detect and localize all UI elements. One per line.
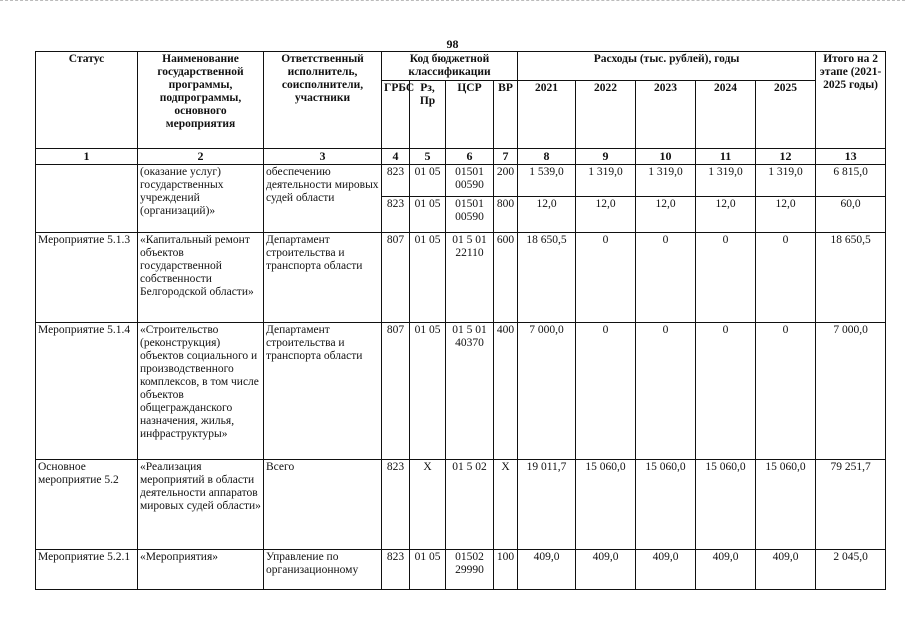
cell-grbs: 807 (382, 323, 410, 460)
table-row (36, 460, 886, 550)
cell-total: 6 815,0 (816, 165, 886, 197)
cell-total: 60,0 (816, 197, 886, 233)
cell-2025: 1 319,0 (756, 165, 816, 197)
header-2023: 2023 (636, 81, 696, 149)
cell-csr: 01 5 02 (446, 460, 494, 550)
table-row (36, 550, 886, 590)
col-number: 1 (36, 149, 138, 165)
cell-2025: 0 (756, 233, 816, 323)
row-status (36, 165, 138, 233)
scan-top-edge (0, 0, 905, 4)
cell-2025: 0 (756, 323, 816, 460)
cell-2022: 15 060,0 (576, 460, 636, 550)
header-code-group: Код бюджетной классификации (382, 52, 518, 81)
cell-2024: 1 319,0 (696, 165, 756, 197)
header-status: Статус (36, 52, 138, 149)
col-number: 3 (264, 149, 382, 165)
row-status: Мероприятие 5.1.3 (36, 233, 138, 323)
cell-rzpr: Х (410, 460, 446, 550)
cell-2022: 0 (576, 323, 636, 460)
cell-2022: 409,0 (576, 550, 636, 590)
page-number: 98 (446, 37, 459, 51)
col-number: 5 (410, 149, 446, 165)
cell-2024: 0 (696, 233, 756, 323)
cell-2024: 12,0 (696, 197, 756, 233)
header-2025: 2025 (756, 81, 816, 149)
cell-2021: 7 000,0 (518, 323, 576, 460)
col-number: 10 (636, 149, 696, 165)
cell-vr: 600 (494, 233, 518, 323)
row-status: Мероприятие 5.1.4 (36, 323, 138, 460)
cell-grbs: 823 (382, 460, 410, 550)
cell-2025: 15 060,0 (756, 460, 816, 550)
cell-csr: 01 5 01 22110 (446, 233, 494, 323)
cell-2023: 0 (636, 233, 696, 323)
cell-vr: Х (494, 460, 518, 550)
col-number: 11 (696, 149, 756, 165)
col-number: 13 (816, 149, 886, 165)
cell-rzpr: 01 05 (410, 197, 446, 233)
budget-table (35, 51, 886, 590)
row-executor: обеспечению деятельности мировых судей области (264, 165, 382, 233)
row-name: «Мероприятия» (138, 550, 264, 590)
header-rzpr: Рз, Пр (410, 81, 446, 149)
col-number: 7 (494, 149, 518, 165)
header-vr: ВР (494, 81, 518, 149)
cell-2023: 0 (636, 323, 696, 460)
header-total: Итого на 2 этапе (2021-2025 годы) (816, 52, 886, 149)
row-executor: Департамент строительства и транспорта области (264, 233, 382, 323)
header-2024: 2024 (696, 81, 756, 149)
cell-2023: 12,0 (636, 197, 696, 233)
cell-vr: 800 (494, 197, 518, 233)
row-name: (оказание услуг) государственных учреждений (организаций)» (138, 165, 264, 233)
cell-csr: 01501 00590 (446, 165, 494, 197)
header-2021: 2021 (518, 81, 576, 149)
cell-vr: 400 (494, 323, 518, 460)
cell-2024: 0 (696, 323, 756, 460)
cell-2021: 19 011,7 (518, 460, 576, 550)
row-executor: Управление по организационному (264, 550, 382, 590)
cell-2022: 0 (576, 233, 636, 323)
col-number: 4 (382, 149, 410, 165)
header-2022: 2022 (576, 81, 636, 149)
row-executor: Всего (264, 460, 382, 550)
row-name: «Строительство (реконструкция) объектов социального и производственного комплексов, в том числе объектов общегражданского назначения, жилья, инфраструктуры» (138, 323, 264, 460)
cell-total: 18 650,5 (816, 233, 886, 323)
header-csr: ЦСР (446, 81, 494, 149)
cell-rzpr: 01 05 (410, 165, 446, 197)
header-expenses-group: Расходы (тыс. рублей), годы (518, 52, 816, 81)
header-row-1 (36, 52, 886, 81)
cell-csr: 01501 00590 (446, 197, 494, 233)
cell-2022: 1 319,0 (576, 165, 636, 197)
col-number: 9 (576, 149, 636, 165)
cell-csr: 01502 29990 (446, 550, 494, 590)
cell-rzpr: 01 05 (410, 323, 446, 460)
row-status: Основное мероприятие 5.2 (36, 460, 138, 550)
cell-csr: 01 5 01 40370 (446, 323, 494, 460)
cell-2023: 409,0 (636, 550, 696, 590)
table-row (36, 165, 886, 197)
cell-grbs: 823 (382, 197, 410, 233)
cell-2021: 409,0 (518, 550, 576, 590)
cell-2024: 409,0 (696, 550, 756, 590)
cell-vr: 100 (494, 550, 518, 590)
cell-2023: 1 319,0 (636, 165, 696, 197)
row-name: «Реализация мероприятий в области деятельности аппаратов мировых судей области» (138, 460, 264, 550)
cell-total: 79 251,7 (816, 460, 886, 550)
col-number: 2 (138, 149, 264, 165)
cell-vr: 200 (494, 165, 518, 197)
table-row (36, 323, 886, 460)
cell-grbs: 823 (382, 550, 410, 590)
col-number: 12 (756, 149, 816, 165)
cell-2021: 18 650,5 (518, 233, 576, 323)
column-number-row (36, 149, 886, 165)
row-executor: Департамент строительства и транспорта области (264, 323, 382, 460)
cell-2025: 409,0 (756, 550, 816, 590)
cell-rzpr: 01 05 (410, 550, 446, 590)
cell-2024: 15 060,0 (696, 460, 756, 550)
header-grbs: ГРБС (382, 81, 410, 149)
header-name: Наименование государственной программы, подпрограммы, основного мероприятия (138, 52, 264, 149)
row-status: Мероприятие 5.2.1 (36, 550, 138, 590)
header-executor: Ответственный исполнитель, соисполнители, участники (264, 52, 382, 149)
cell-2022: 12,0 (576, 197, 636, 233)
cell-2025: 12,0 (756, 197, 816, 233)
cell-2021: 12,0 (518, 197, 576, 233)
table-row (36, 233, 886, 323)
row-name: «Капитальный ремонт объектов государственной собственности Белгородской области» (138, 233, 264, 323)
cell-rzpr: 01 05 (410, 233, 446, 323)
cell-total: 2 045,0 (816, 550, 886, 590)
col-number: 6 (446, 149, 494, 165)
cell-grbs: 807 (382, 233, 410, 323)
cell-2021: 1 539,0 (518, 165, 576, 197)
cell-total: 7 000,0 (816, 323, 886, 460)
col-number: 8 (518, 149, 576, 165)
cell-2023: 15 060,0 (636, 460, 696, 550)
cell-grbs: 823 (382, 165, 410, 197)
